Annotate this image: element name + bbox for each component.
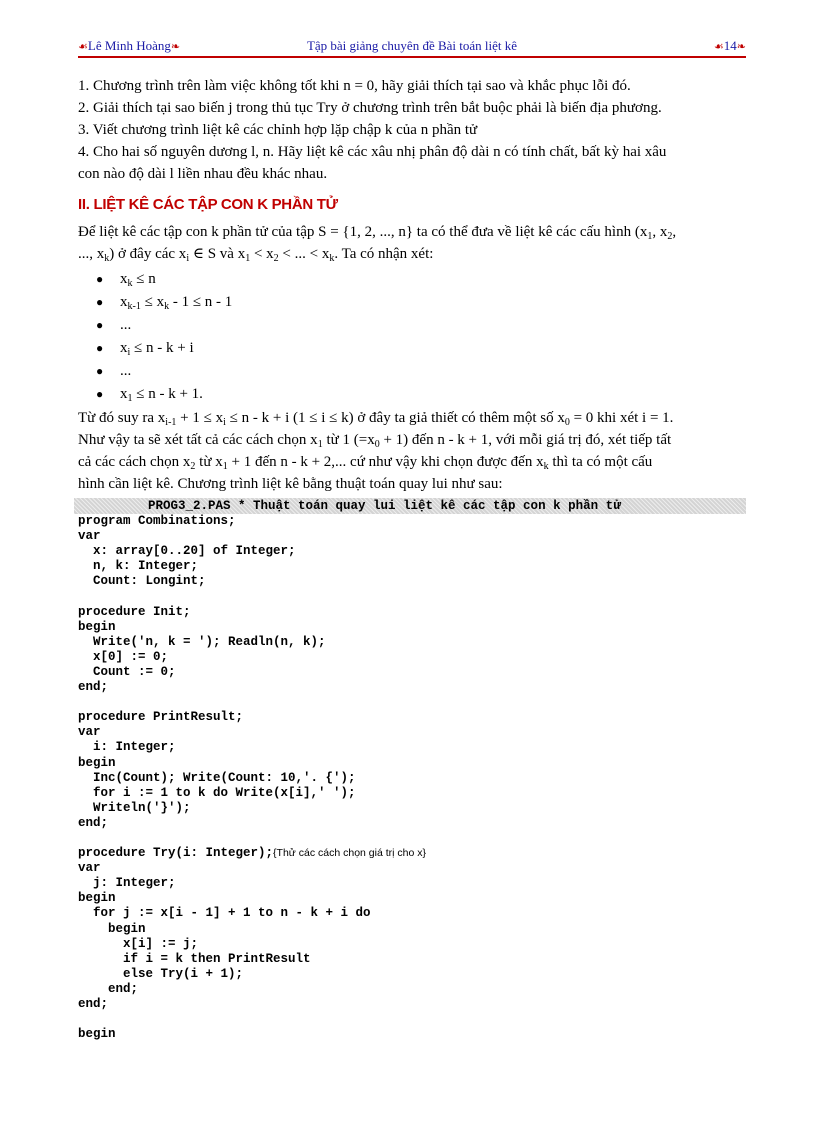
bullet-icon: ● [96, 387, 104, 401]
intro-line-1: Để liệt kê các tập con k phần tử của tập S = {1, 2, ..., n} ta có thể đưa về liệt kê các cấu hình ($x_1$, $x_2$, [78, 224, 677, 242]
derivation-paragraph [78, 407, 746, 495]
intro-line-2: ..., $x_k$) ở đây các $x_i$ ∈ S và $x_1 < x_2$ < ... < $x_k$. Ta có nhận xét: [78, 246, 434, 264]
derivation-line-2: Như vậy ta sẽ xét tất cả các cách chọn $x_1$ từ 1 $(=x_0 + 1)$ đến n - k + 1, với mỗi giá trị đó, xét tiếp tất [78, 432, 672, 450]
exercise-2: 2. Giải thích tại sao biến j trong thủ tục Try ở chương trình trên bắt buộc phải là biến địa phương. [78, 100, 662, 116]
ornament-icon: ❧ [170, 41, 181, 53]
bullet-icon: ● [96, 341, 104, 355]
bullet-icon: ● [96, 272, 104, 286]
code-title-bar [74, 498, 746, 514]
exercise-4-cont: con nào độ dài l liền nhau đều khác nhau. [78, 166, 328, 182]
exercise-4: 4. Cho hai số nguyên dương l, n. Hãy liệt kê các xâu nhị phân độ dài n có tính chất, bất kỳ hai xâu [78, 144, 667, 160]
header-author: ☙Lê Minh Hoàng❧ [78, 38, 181, 53]
intro-paragraph [78, 221, 746, 265]
ornament-icon: ❧ [736, 41, 746, 53]
derivation-line-1: Từ đó suy ra $x_{i-1} + 1 \le x_i \le n - k + i$ (1 ≤ i ≤ k) ở đây ta giả thiết có thêm một số $x_0 = 0$ khi xét i = 1. [78, 410, 674, 428]
section-heading: II. LIỆT KÊ CÁC TẬP CON K PHẦN TỬ [78, 196, 338, 213]
code-listing: program Combinations; var x: array[0..20] of Integer; n, k: Integer; Count: Longint; procedure Init; begin Write('n, k = '); Readln(n, k); x[0] := 0; Count := 0; end; procedure PrintResult; var i: Integer; begin Inc(Count); Write(Count: 10,'. {'); for i := 1 to k do Write(x[i],' '); Writeln('}'); end; procedure Try(i: Integer);{Thử các cách chọn giá trị cho x} var j: Integer; begin for j := x[i - 1] + 1 to n - k + i do begin x[i] := j; if i = k then PrintResult else Try(i + 1); end; end; begin [78, 514, 426, 1042]
derivation-line-4: hình cần liệt kê. Chương trình liệt kê bằng thuật toán quay lui như sau: [78, 476, 503, 492]
bullet-icon: ● [96, 318, 104, 332]
exercise-list [78, 75, 746, 185]
header-page-number: ☙14❧ [713, 38, 746, 53]
ornament-icon: ☙ [78, 41, 88, 53]
exercise-3: 3. Viết chương trình liệt kê các chỉnh hợp lặp chập k của n phần tử [78, 122, 478, 138]
page-header [78, 36, 746, 56]
code-comment: {Thử các cách chọn giá trị cho x} [273, 847, 426, 860]
code-title: PROG3_2.PAS * Thuật toán quay lui liệt kê các tập con k phần tử [148, 499, 621, 513]
header-rule [78, 56, 746, 58]
header-title: Tập bài giảng chuyên đề Bài toán liệt kê [306, 38, 518, 53]
bullet-icon: ● [96, 295, 104, 309]
exercise-1: 1. Chương trình trên làm việc không tốt khi n = 0, hãy giải thích tại sao và khắc phục lỗi đó. [78, 78, 631, 94]
bullet-icon: ● [96, 364, 104, 378]
derivation-line-3: cả các cách chọn $x_2$ từ $x_1 + 1$ đến n - k + 2,... cứ như vậy khi chọn được đến $x_k$ thì ta có một cấu [78, 454, 653, 472]
ornament-icon: ☙ [713, 41, 724, 53]
